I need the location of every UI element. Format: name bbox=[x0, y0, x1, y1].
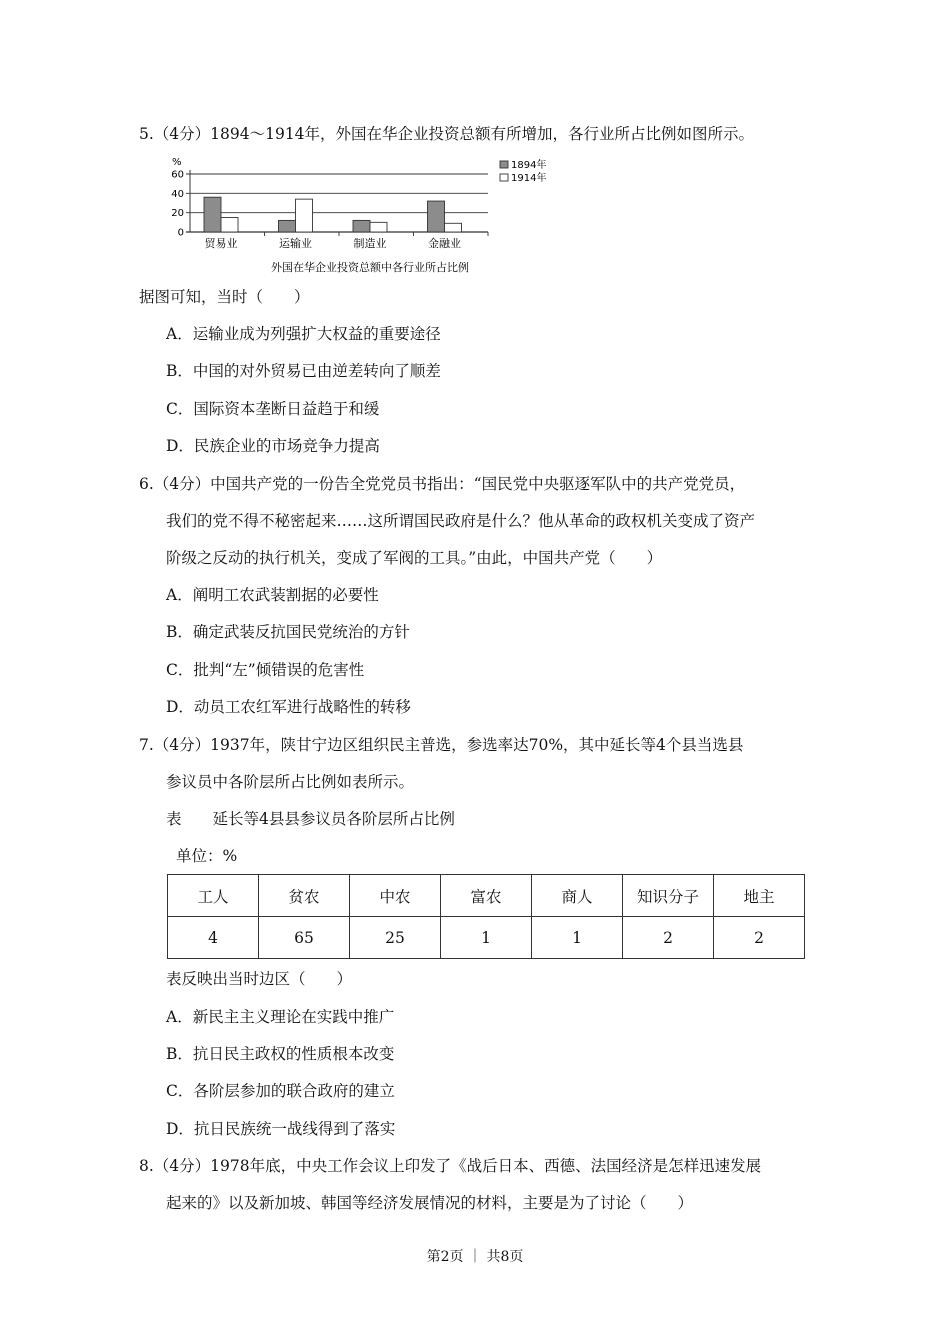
table-header-cell: 贫农 bbox=[259, 875, 350, 917]
q6-stem-line-2: 我们的党不得不秘密起来……这所谓国民政府是什么？他从革命的政权机关变成了资产 bbox=[166, 512, 756, 530]
x-tick-label: 贸易业 bbox=[204, 237, 238, 250]
q6-option-d: D．动员工农红军进行战略性的转移 bbox=[166, 698, 411, 716]
y-tick-label: 40 bbox=[171, 188, 184, 200]
q7-option-a: A．新民主主义理论在实践中推广 bbox=[166, 1008, 395, 1026]
table-cell: 2 bbox=[623, 917, 714, 959]
q7-prompt: 表反映出当时边区（ ） bbox=[166, 970, 353, 988]
table-header-cell: 知识分子 bbox=[623, 875, 714, 917]
table-header-cell: 工人 bbox=[168, 875, 259, 917]
x-tick-label: 制造业 bbox=[353, 237, 387, 250]
x-tick-label: 运输业 bbox=[279, 237, 312, 250]
table-cell: 65 bbox=[259, 917, 350, 959]
table-cell: 4 bbox=[168, 917, 259, 959]
q6-option-b: B．确定武装反抗国民党统治的方针 bbox=[166, 623, 410, 641]
y-tick-label: 60 bbox=[171, 169, 184, 181]
q5-option-c: C．国际资本垄断日益趋于和缓 bbox=[166, 400, 380, 418]
chart-title: 外国在华企业投资总额中各行业所占比例 bbox=[271, 261, 469, 274]
table-header-cell: 地主 bbox=[714, 875, 805, 917]
page-footer: 第2页 ｜ 共8页 bbox=[426, 1249, 524, 1265]
bar-series-1914 bbox=[445, 223, 462, 232]
y-tick-label: 20 bbox=[171, 208, 184, 220]
bars bbox=[204, 197, 462, 232]
q8-stem-line-1: 8.（4分）1978年底，中央工作会议上印发了《战后日本、西德、法国经济是怎样迅速发展 bbox=[139, 1157, 762, 1175]
q6-option-c: C．批判“左”倾错误的危害性 bbox=[166, 661, 365, 679]
x-tick-label: 金融业 bbox=[428, 237, 461, 250]
bar-series-1894 bbox=[428, 201, 445, 232]
table-cell: 1 bbox=[441, 917, 532, 959]
table-header-row bbox=[168, 875, 805, 917]
y-tick-label: 0 bbox=[177, 227, 184, 239]
q5-option-d: D．民族企业的市场竞争力提高 bbox=[166, 437, 380, 455]
table-cell: 1 bbox=[532, 917, 623, 959]
legend-swatch bbox=[500, 161, 508, 168]
table-header-cell: 中农 bbox=[350, 875, 441, 917]
x-tick-labels bbox=[205, 232, 489, 250]
bar-series-1914 bbox=[370, 222, 387, 232]
table-cell: 2 bbox=[714, 917, 805, 959]
q5-option-a: A．运输业成为列强扩大权益的重要途径 bbox=[166, 325, 441, 343]
q7-option-c: C．各阶层参加的联合政府的建立 bbox=[166, 1082, 395, 1100]
legend-label: 1914年 bbox=[511, 173, 547, 184]
table-header-cell: 富农 bbox=[441, 875, 532, 917]
bar-series-1894 bbox=[353, 220, 370, 232]
q5-option-b: B．中国的对外贸易已由逆差转向了顺差 bbox=[166, 362, 441, 380]
q5-stem: 5.（4分）1894～1914年，外国在华企业投资总额有所增加，各行业所占比例如图所示。 bbox=[139, 125, 755, 143]
q6-stem-line-1: 6.（4分）中国共产党的一份告全党党员书指出：“国民党中央驱逐军队中的共产党党员， bbox=[139, 475, 746, 493]
bar-series-1894 bbox=[204, 197, 221, 232]
q7-option-b: B．抗日民主政权的性质根本改变 bbox=[166, 1045, 395, 1063]
bar-series-1914 bbox=[296, 199, 313, 232]
q7-table-unit: 单位：% bbox=[176, 847, 238, 865]
q6-stem-line-3: 阶级之反动的执行机关，变成了军阀的工具。”由此，中国共产党（ ） bbox=[166, 549, 663, 567]
bar-series-1914 bbox=[221, 218, 238, 233]
q8-stem-line-2: 起来的》以及新加坡、韩国等经济发展情况的材料，主要是为了讨论（ ） bbox=[166, 1194, 694, 1212]
q7-stem-line-2: 参议员中各阶层所占比例如表所示。 bbox=[166, 773, 415, 791]
q7-table-caption: 表 延长等4县县参议员各阶层所占比例 bbox=[166, 810, 455, 828]
q7-option-d: D．抗日民族统一战线得到了落实 bbox=[166, 1120, 396, 1138]
table-header-cell: 商人 bbox=[532, 875, 623, 917]
legend bbox=[500, 158, 546, 184]
table-cell: 25 bbox=[350, 917, 441, 959]
y-axis-label: % bbox=[172, 157, 182, 168]
bar-series-1894 bbox=[279, 220, 296, 232]
q7-stem-line-1: 7.（4分）1937年，陕甘宁边区组织民主普选，参选率达70%，其中延长等4个县当选县 bbox=[139, 736, 744, 754]
q6-option-a: A．阐明工农武装割据的必要性 bbox=[166, 586, 379, 604]
legend-label: 1894年 bbox=[511, 160, 547, 171]
y-tick-labels bbox=[171, 170, 184, 239]
table-row bbox=[168, 917, 805, 959]
legend-swatch bbox=[500, 174, 508, 181]
bar-chart bbox=[170, 156, 570, 276]
q5-prompt: 据图可知，当时（ ） bbox=[139, 288, 310, 306]
q7-table bbox=[167, 874, 805, 959]
